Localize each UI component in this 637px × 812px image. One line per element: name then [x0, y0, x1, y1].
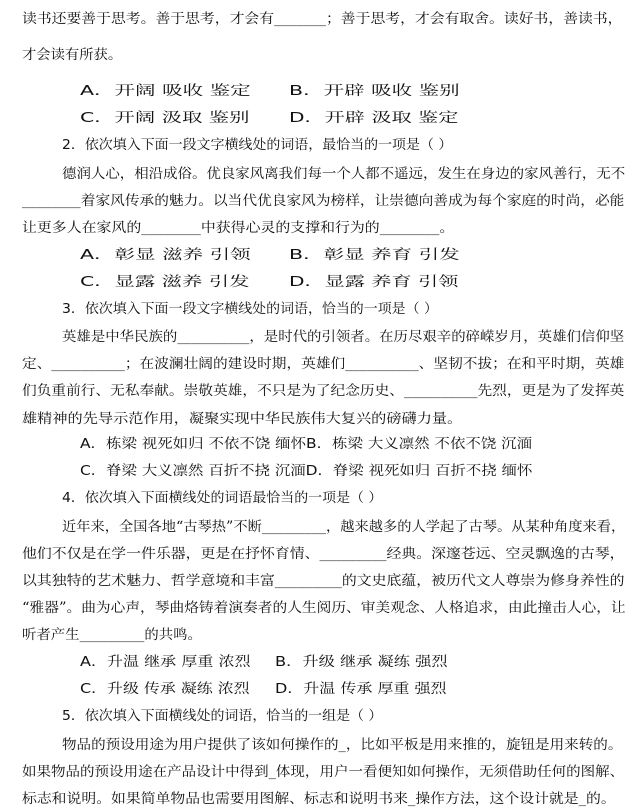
answer-option: A．开阔 吸收 鉴定 [80, 84, 251, 99]
passage-line: 读书还要善于思考。善于思考，才会有_______；善于思考，才会有取舍。读好书，善读书， [22, 11, 623, 27]
question-stem: 2．依次填入下面一段文字横线处的词语，最恰当的一项是（ ） [62, 138, 453, 153]
answer-option: D．升温 传承 厚重 强烈 [275, 682, 447, 697]
answer-option: A．彰显 滋养 引领 [80, 248, 251, 263]
passage-line: 定、__________；在波澜壮阔的建设时期，英雄们__________、坚韧不拔；在和平时期，英雄 [22, 356, 625, 372]
answer-option: B．彰显 养育 引发 [289, 248, 460, 263]
answer-option: C．脊梁 大义凛然 百折不挠 沉湎D．脊梁 视死如归 百折不挠 缅怀 [80, 464, 533, 479]
passage-line: 雄精神的先导示范作用，凝聚实现中华民族伟大复兴的磅礴力量。 [22, 411, 463, 427]
answer-option: B．开辟 吸收 鉴别 [289, 84, 460, 99]
passage-line: 英雄是中华民族的__________，是时代的引领者。在历尽艰辛的碎嵘岁月，英雄们信仰坚 [62, 329, 625, 345]
answer-option: A．栋梁 视死如归 不依不饶 缅怀B．栋梁 大义凛然 不依不饶 沉湎 [80, 437, 533, 452]
passage-line: 让更多人在家风的________中获得心灵的支撑和行为的________。 [22, 220, 455, 236]
passage-line: 标志和说明。如果简单物品也需要用图解、标志和说明书来_操作方法，这个设计就是_的。 [22, 791, 616, 807]
answer-option: A．升温 继承 厚重 浓烈 [80, 655, 251, 670]
passage-line: “雅器”。曲为心声，琴曲烙铸着演奏者的人生阅历、审美观念、人格追求，由此撞击人心，让 [22, 600, 626, 616]
question-stem: 3．依次填入下面一段文字横线处的词语，恰当的一项是（ ） [62, 302, 438, 317]
passage-line: 他们不仅是在学一件乐器，更是在抒怀育情、_________经典。深邃苍远、空灵飘逸的古琴， [22, 546, 625, 562]
passage-line: 听者产生_________的共鸣。 [22, 627, 202, 643]
answer-option: B．升级 继承 凝练 强烈 [275, 655, 448, 670]
answer-option: C．显露 滋养 引发 [80, 275, 250, 290]
passage-line: 们负重前行、无私奉献。崇敬英雄，不只是为了纪念历史、__________先烈，更是为了发挥英 [22, 383, 625, 399]
passage-line: ________着家风传承的魅力。以当代优良家风为榜样，让崇德向善成为每个家庭的时尚，必能 [22, 193, 625, 209]
answer-option: C．升级 传承 凝练 浓烈 [80, 682, 250, 697]
passage-line: 如果物品的预设用途在产品设计中得到_体现，用户一看便知如何操作，无须借助任何的图解、 [22, 764, 625, 780]
passage-line: 以其独特的艺术魅力、哲学意境和丰富_________的文史底蕴，被历代文人尊崇为修身养性的 [22, 573, 625, 589]
question-stem: 4．依次填入下面横线处的词语最恰当的一项是（ ） [62, 491, 383, 506]
passage-line: 物品的预设用途为用户提供了该如何操作的_，比如平板是用来推的，旋钮是用来转的。 [62, 737, 623, 753]
passage-line: 近年来，全国各地“古琴热”不断_________，越来越多的人学起了古琴。从某种角度来看， [62, 519, 626, 535]
answer-option: D．显露 养育 引领 [289, 275, 459, 290]
passage-line: 德润人心，相沿成俗。优良家风离我们每一个人都不遥远，发生在身边的家风善行，无不 [62, 166, 626, 182]
question-stem: 5．依次填入下面横线处的词语，恰当的一组是（ ） [62, 709, 383, 724]
answer-option: D．开辟 汲取 鉴定 [289, 111, 459, 126]
answer-option: C．开阔 汲取 鉴别 [80, 111, 250, 126]
passage-line: 才会读有所获。 [22, 47, 123, 63]
